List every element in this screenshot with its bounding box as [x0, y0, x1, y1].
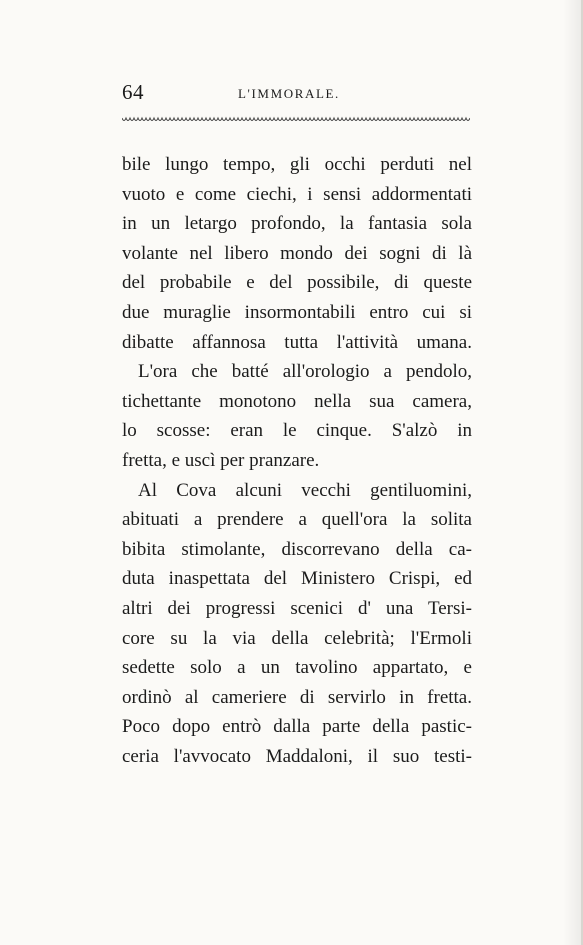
text-line: core su la via della celebrità; l'Ermoli [122, 627, 472, 649]
text-line: del probabile e del possibile, di queste [122, 272, 472, 294]
page-header [0, 80, 583, 106]
text-line: bibita stimolante, discorrevano della ca- [122, 538, 472, 560]
text-line: L'ora che batté all'orologio a pendolo, [138, 361, 472, 383]
paragraph-cova [122, 476, 472, 772]
paragraph-clock [122, 357, 472, 475]
text-line: in un letargo profondo, la fantasia sola [122, 213, 472, 235]
text-line: abituati a prendere a quell'ora la solita [122, 509, 472, 531]
text-line: volante nel libero mondo dei sogni di là [122, 242, 472, 264]
text-line: lo scosse: eran le cinque. S'alzò in [122, 420, 472, 442]
text-line: bile lungo tempo, gli occhi perduti nel [122, 154, 472, 175]
text-line: ordinò al cameriere di servirlo in fretta. [122, 686, 472, 708]
text-line: tichettante monotono nella sua camera, [122, 390, 472, 412]
wavy-rule-graphic [122, 116, 470, 124]
text-line: altri dei progressi scenici d' una Tersi- [122, 597, 472, 619]
running-title: L'IMMORALE. [238, 86, 340, 101]
text-line: duta inaspettata del Ministero Crispi, ed [122, 568, 472, 590]
text-line: sedette solo a un tavolino appartato, e [122, 657, 472, 679]
text-line: Poco dopo entrò dalla parte della pastic- [122, 716, 472, 738]
paragraph-continuation [122, 150, 472, 357]
page-number: 64 [122, 80, 144, 104]
text-line: fretta, e uscì per pranzare. [122, 449, 320, 471]
body-text [122, 150, 472, 771]
text-line: ceria l'avvocato Maddaloni, il suo testi- [122, 745, 472, 767]
text-line: Al Cova alcuni vecchi gentiluomini, [138, 479, 472, 501]
text-line: dibatte affannosa tutta l'attività umana. [122, 331, 472, 353]
text-line: due muraglie insormontabili entro cui si [122, 301, 472, 323]
text-line: vuoto e come ciechi, i sensi addormentati [122, 183, 472, 205]
wavy-rule-ornament [122, 116, 470, 124]
